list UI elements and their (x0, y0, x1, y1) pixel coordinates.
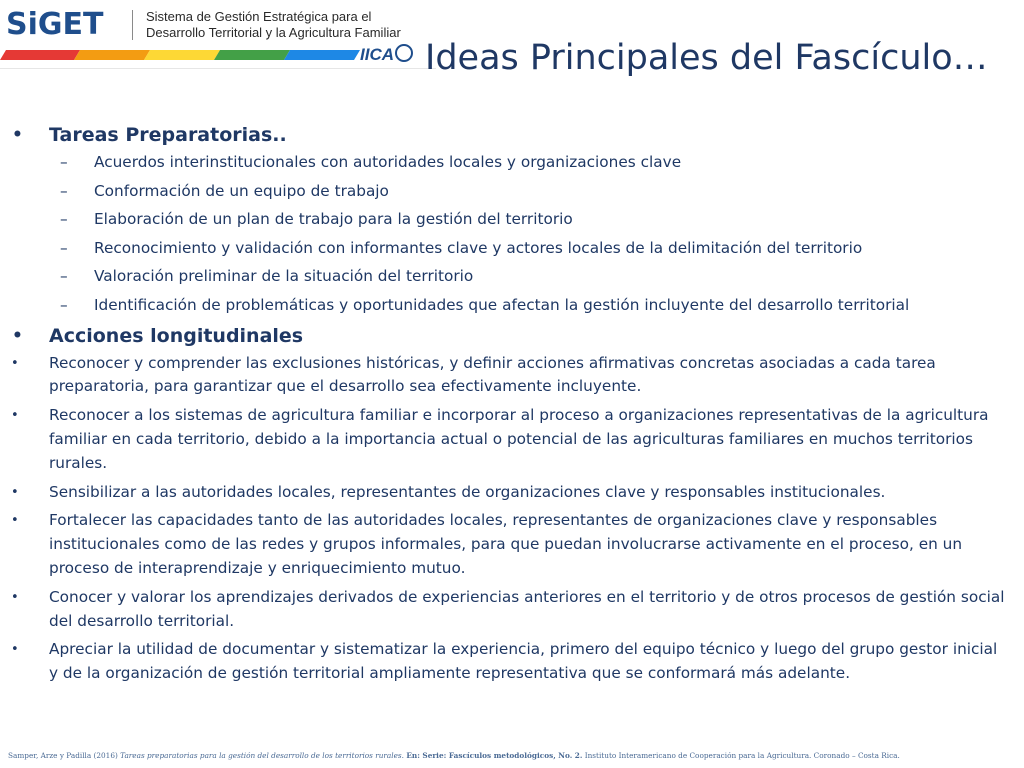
list-item-text: Elaboración de un plan de trabajo para la gestión del territorio (94, 210, 573, 229)
list-item (0, 237, 1024, 259)
stripe-red (0, 50, 80, 60)
logo-subtitle-line1: Sistema de Gestión Estratégica para el (146, 9, 372, 24)
paragraph-text: Conocer y valorar los aprendizajes derivados de experiencias anteriores en el territorio y de otros procesos de gestión social del desarrollo territorial. (49, 587, 1005, 630)
section-heading-tareas (0, 122, 1024, 148)
section-heading-text: Tareas Preparatorias.. (49, 124, 287, 146)
dash-icon: – (60, 238, 68, 257)
footer-institution: Instituto Interamericano de Cooperación para la Agricultura. Coronado – Costa Rica. (584, 751, 900, 760)
stripe-blue (284, 50, 360, 60)
paragraph-item (0, 481, 1024, 505)
stripe-yellow (144, 50, 220, 60)
footer-work-title: Tareas preparatorias para la gestión del desarrollo de los territorios rurales. (120, 751, 404, 760)
dash-icon: – (60, 295, 68, 314)
list-item (0, 294, 1024, 316)
bullet-icon: • (11, 408, 19, 424)
logo-divider (132, 10, 133, 40)
section-heading-text: Acciones longitudinales (49, 324, 304, 347)
dash-icon: – (60, 181, 68, 200)
acciones-list (0, 352, 1024, 686)
stripe-orange (74, 50, 150, 60)
bullet-icon: • (11, 642, 19, 658)
logo-subtitle-line2: Desarrollo Territorial y la Agricultura Familiar (146, 25, 401, 40)
header-logo-banner (0, 0, 436, 69)
paragraph-text: Reconocer y comprender las exclusiones históricas, y definir acciones afirmativas concretas asociadas a cada tarea preparatoria, para garantizar que el desarrollo sea efectivamente incluyente. (49, 353, 936, 396)
footer-series: En: Serie: Fascículos metodológicos, No. 2. (406, 751, 583, 760)
list-item-text: Identificación de problemáticas y oportunidades que afectan la gestión incluyente del desarrollo territorial (94, 295, 910, 314)
paragraph-text: Fortalecer las capacidades tanto de las autoridades locales, representantes de organizaciones clave y responsables institucionales como de las redes y grupos informales, para que puedan involucrarse activamente en el proceso, en un proceso de interaprendizaje y enriquecimiento mutuo. (49, 511, 963, 577)
paragraph-item (0, 586, 1024, 634)
footer-citation (8, 751, 1018, 760)
list-item (0, 265, 1024, 287)
dash-icon: – (60, 267, 68, 286)
list-item (0, 180, 1024, 202)
bullet-icon: • (12, 325, 23, 346)
list-item-text: Conformación de un equipo de trabajo (94, 181, 389, 200)
list-item-text: Reconocimiento y validación con informantes clave y actores locales de la delimitación del territorio (94, 238, 863, 257)
stripe-green (214, 50, 290, 60)
paragraph-text: Reconocer a los sistemas de agricultura familiar e incorporar al proceso a organizaciones representativas de la agricultura familiar en cada territorio, debido a la importancia actual o potencial de las agriculturas familiares en muchos territorios rurales. (49, 406, 989, 472)
bullet-icon: • (11, 513, 19, 529)
bullet-icon: • (12, 125, 23, 145)
list-item (0, 151, 1024, 173)
siget-logo: SiGET (6, 7, 104, 42)
bullet-icon: • (11, 484, 19, 500)
paragraph-text: Sensibilizar a las autoridades locales, representantes de organizaciones clave y responsables institucionales. (49, 482, 886, 501)
slide-title: Ideas Principales del Fascículo… (425, 38, 988, 78)
list-item-text: Valoración preliminar de la situación del territorio (94, 267, 474, 286)
dash-icon: – (60, 210, 68, 229)
paragraph-item (0, 352, 1024, 400)
slide-content (0, 122, 1024, 691)
globe-icon (395, 44, 413, 62)
dash-icon: – (60, 153, 68, 171)
bullet-icon: • (11, 589, 19, 605)
tareas-list (0, 151, 1024, 316)
paragraph-item (0, 509, 1024, 580)
color-stripe-graphic (0, 50, 360, 60)
footer-authors: Samper, Arze y Padilla (2016) (8, 751, 118, 760)
logo-subtitle (146, 9, 401, 41)
paragraph-text: Apreciar la utilidad de documentar y sistematizar la experiencia, primero del equipo técnico y luego del grupo gestor inicial y de la organización de gestión territorial ampliamente representativa que se conformará más adelante. (49, 640, 998, 683)
paragraph-item (0, 404, 1024, 475)
list-item (0, 208, 1024, 230)
list-item-text: Acuerdos interinstitucionales con autoridades locales y organizaciones clave (94, 153, 682, 171)
bullet-icon: • (11, 355, 19, 371)
iica-logo-text: IICA (360, 45, 394, 64)
section-heading-acciones (0, 323, 1024, 349)
paragraph-item (0, 638, 1024, 686)
iica-logo (360, 44, 413, 66)
